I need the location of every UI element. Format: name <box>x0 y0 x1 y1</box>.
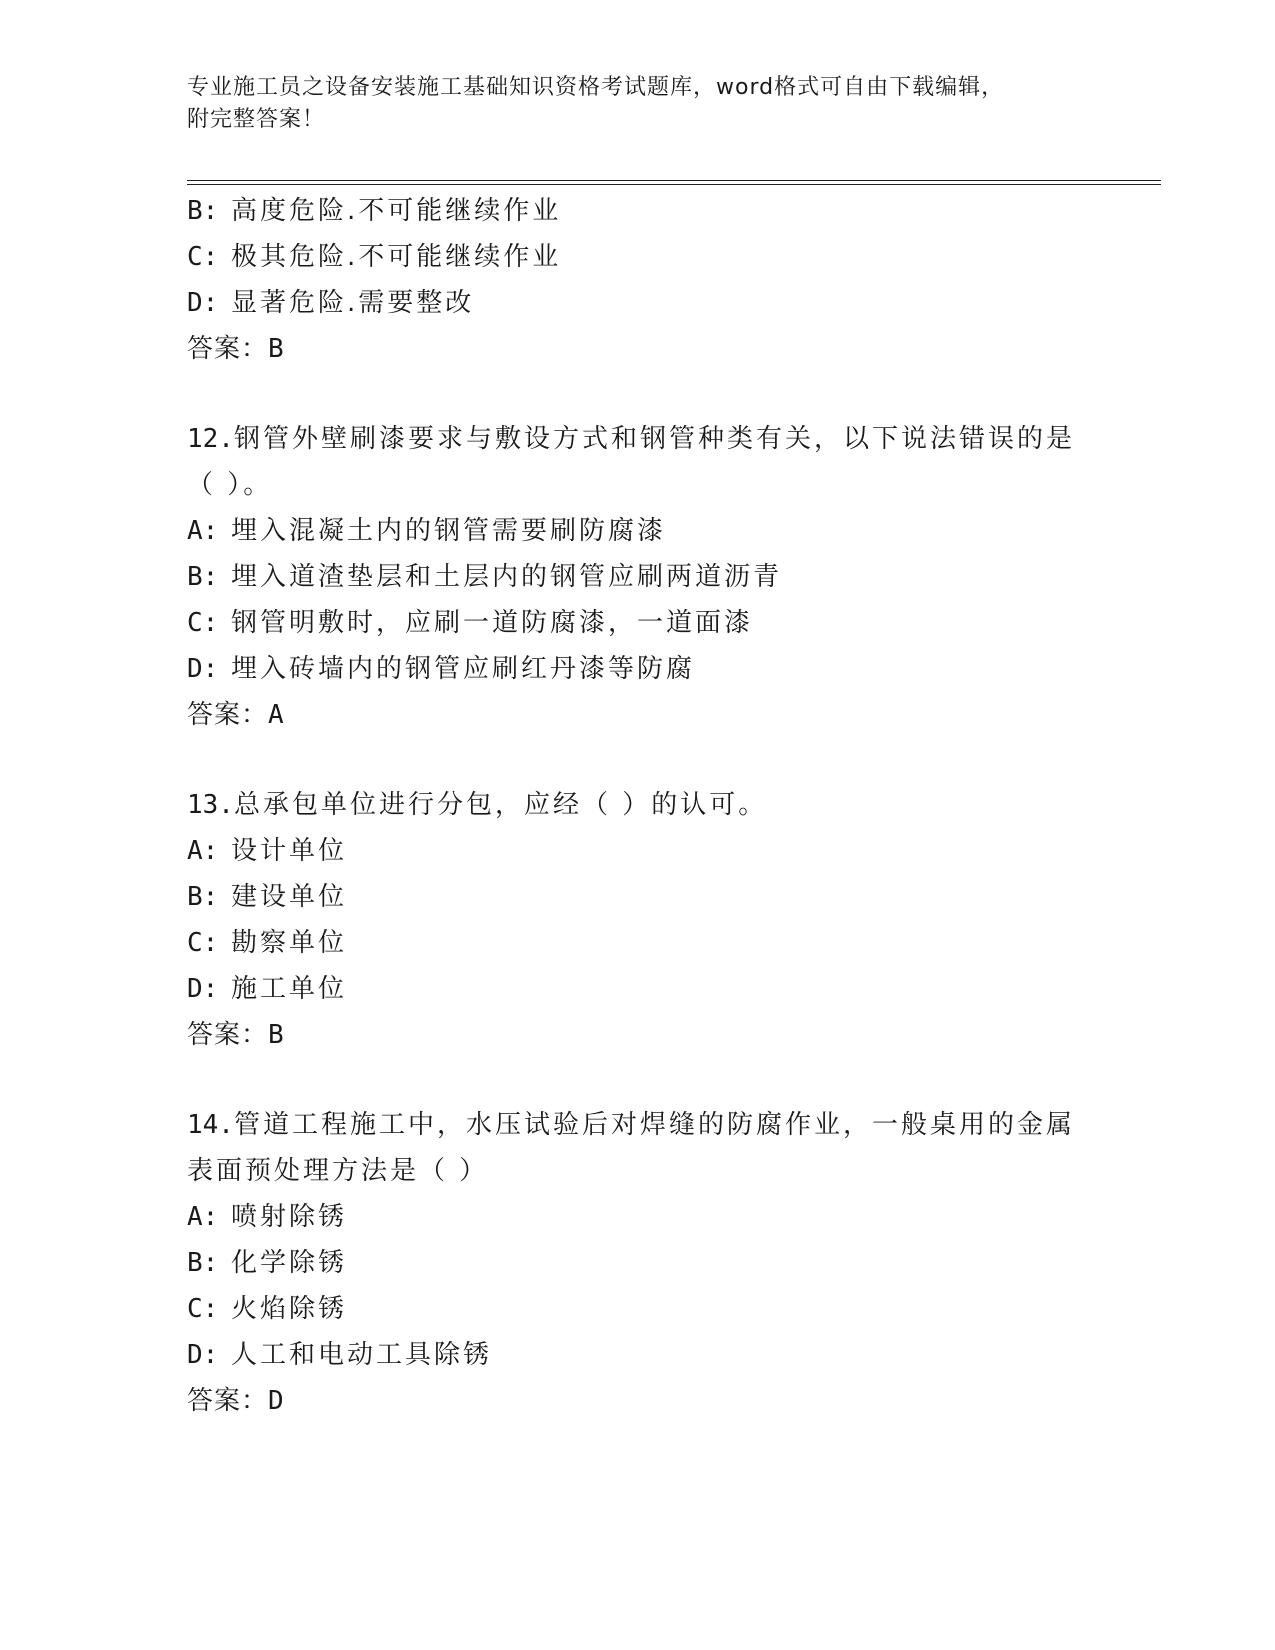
question-stem <box>187 1102 1087 1148</box>
answer-label: 答案： <box>187 1386 269 1416</box>
answer-line <box>187 326 1087 372</box>
answer-label: 答案： <box>187 700 269 730</box>
question-stem-line-1: 总承包单位进行分包，应经（ ）的认可。 <box>233 790 768 820</box>
answer-line <box>187 692 1087 738</box>
answer-value: B <box>268 1020 285 1050</box>
answer-label: 答案： <box>187 1020 269 1050</box>
question-13 <box>187 782 1087 1058</box>
question-14 <box>187 1102 1087 1424</box>
option-b <box>187 874 1087 920</box>
option-text: 设计单位 <box>231 836 348 866</box>
option-c <box>187 1286 1087 1332</box>
option-d <box>187 1332 1087 1378</box>
option-prefix: D: <box>187 1340 219 1370</box>
answer-line <box>187 1378 1087 1424</box>
answer-line <box>187 1012 1087 1058</box>
option-text: 埋入砖墙内的钢管应刷红丹漆等防腐 <box>231 654 696 684</box>
option-prefix: C: <box>187 608 219 638</box>
option-prefix: D: <box>187 288 219 318</box>
option-prefix: C: <box>187 242 219 272</box>
option-prefix: B: <box>187 562 219 592</box>
document-header <box>187 72 1087 136</box>
option-c <box>187 234 1087 280</box>
question-stem <box>187 782 1087 828</box>
question-number: 13. <box>187 790 234 820</box>
option-prefix: A: <box>187 1202 219 1232</box>
question-stem-line-1: 管道工程施工中，水压试验后对焊缝的防腐作业，一般桌用的金属 <box>233 1110 1075 1140</box>
option-text: 人工和电动工具除锈 <box>231 1340 493 1370</box>
answer-value: A <box>268 700 285 730</box>
question-stem-line-1: 钢管外壁刷漆要求与敷设方式和钢管种类有关，以下说法错误的是 <box>233 424 1075 454</box>
option-text: 施工单位 <box>231 974 348 1004</box>
answer-label: 答案： <box>187 334 269 364</box>
answer-value: D <box>268 1386 285 1416</box>
option-text: 高度危险.不可能继续作业 <box>231 196 562 226</box>
option-b <box>187 188 1087 234</box>
option-a <box>187 508 1087 554</box>
option-text: 钢管明敷时，应刷一道防腐漆，一道面漆 <box>231 608 754 638</box>
option-b <box>187 1240 1087 1286</box>
option-text: 显著危险.需要整改 <box>231 288 475 318</box>
option-prefix: B: <box>187 196 219 226</box>
option-text: 埋入道渣垫层和土层内的钢管应刷两道沥青 <box>231 562 783 592</box>
option-prefix: C: <box>187 1294 219 1324</box>
option-text: 勘察单位 <box>231 928 348 958</box>
question-stem-line-2: 表面预处理方法是（ ） <box>187 1156 489 1186</box>
question-stem-line-2: （ ）。 <box>187 470 273 500</box>
option-text: 建设单位 <box>231 882 348 912</box>
option-d <box>187 646 1087 692</box>
option-d <box>187 280 1087 326</box>
option-c <box>187 920 1087 966</box>
option-a <box>187 828 1087 874</box>
question-12 <box>187 416 1087 738</box>
option-prefix: D: <box>187 974 219 1004</box>
option-text: 埋入混凝土内的钢管需要刷防腐漆 <box>231 516 667 546</box>
option-text: 火焰除锈 <box>231 1294 348 1324</box>
option-prefix: D: <box>187 654 219 684</box>
question-number: 12. <box>187 424 234 454</box>
option-text: 化学除锈 <box>231 1248 348 1278</box>
option-text: 极其危险.不可能继续作业 <box>231 242 562 272</box>
header-line-1: 专业施工员之设备安装施工基础知识资格考试题库，word格式可自由下载编辑， <box>187 75 1005 100</box>
spacer <box>187 372 1087 416</box>
option-prefix: A: <box>187 836 219 866</box>
question-content <box>187 188 1087 1424</box>
question-11-tail <box>187 188 1087 372</box>
question-number: 14. <box>187 1110 234 1140</box>
spacer <box>187 738 1087 782</box>
answer-value: B <box>268 334 285 364</box>
option-prefix: A: <box>187 516 219 546</box>
option-a <box>187 1194 1087 1240</box>
spacer <box>187 1058 1087 1102</box>
option-text: 喷射除锈 <box>231 1202 348 1232</box>
option-prefix: C: <box>187 928 219 958</box>
option-b <box>187 554 1087 600</box>
option-c <box>187 600 1087 646</box>
header-double-rule <box>187 180 1161 185</box>
option-prefix: B: <box>187 882 219 912</box>
question-stem <box>187 416 1087 462</box>
option-d <box>187 966 1087 1012</box>
header-line-2: 附完整答案！ <box>187 107 326 132</box>
option-prefix: B: <box>187 1248 219 1278</box>
